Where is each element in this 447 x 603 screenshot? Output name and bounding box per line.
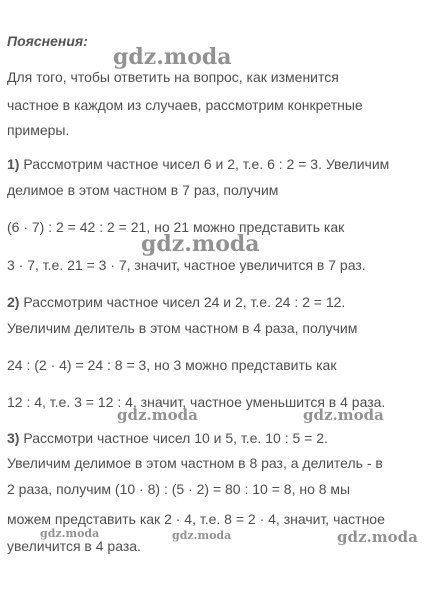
item-3-line-1 bbox=[7, 429, 328, 447]
watermark-small: gdz.moda bbox=[40, 527, 100, 540]
item-1-line-2: делимое в этом частном в 7 раз, получим bbox=[7, 182, 279, 198]
watermark-top: gdz.moda bbox=[113, 44, 232, 70]
intro-line-1: Для того, чтобы ответить на вопрос, как изменится bbox=[7, 69, 339, 85]
item-1-line-4: 3 · 7, т.е. 21 = 3 · 7, значит, частное увеличится в 7 раз. bbox=[7, 257, 366, 273]
watermark-left: gdz.moda bbox=[117, 406, 198, 424]
item-2-line-2: Увеличим делитель в этом частном в 4 раза, получим bbox=[7, 320, 358, 336]
watermark-right: gdz.moda bbox=[303, 406, 384, 424]
item-3-line-2: Увеличим делимое в этом частном в 8 раз, а делитель - в bbox=[7, 455, 383, 471]
watermark-middle: gdz.moda bbox=[141, 231, 260, 257]
item-3-line-4: можем представить как 2 · 4, т.е. 8 = 2 · 4, значит, частное bbox=[7, 511, 385, 527]
item-1-text-1: Рассмотрим частное чисел 6 и 2, т.е. 6 : 2 = 3. Увеличим bbox=[19, 156, 390, 172]
watermark-bottom-right: gdz.moda bbox=[337, 528, 418, 546]
item-2-line-4: 12 : 4, т.е. 3 = 12 : 4, значит, частное уменьшится в 4 раза. bbox=[7, 394, 386, 410]
item-1-line-1 bbox=[7, 155, 389, 173]
item-3-text-1: Рассмотри частное чисел 10 и 5, т.е. 10 : 5 = 2. bbox=[19, 430, 328, 446]
item-2-number: 2) bbox=[7, 294, 20, 310]
item-1-number: 1) bbox=[7, 156, 20, 172]
item-2-line-1 bbox=[7, 293, 345, 311]
explanation-heading: Пояснения: bbox=[7, 33, 88, 49]
item-3-line-3: 2 раза, получим (10 · 8) : (5 · 2) = 80 : 10 = 8, но 8 мы bbox=[7, 481, 351, 497]
item-1-line-3: (6 · 7) : 2 = 42 : 2 = 21, но 21 можно представить как bbox=[7, 219, 345, 235]
item-3-number: 3) bbox=[7, 430, 20, 446]
item-3-line-5: увеличится в 4 раза. bbox=[7, 538, 141, 554]
watermark-small-center: gdz.moda bbox=[172, 529, 232, 542]
item-2-text-1: Рассмотрим частное чисел 24 и 2, т.е. 24 : 2 = 12. bbox=[19, 294, 346, 310]
item-2-line-3: 24 : (2 · 4) = 24 : 8 = 3, но 3 можно представить как bbox=[7, 357, 337, 373]
intro-line-2: частное в каждом из случаев, рассмотрим конкретные bbox=[7, 97, 363, 113]
intro-line-3: примеры. bbox=[7, 122, 70, 138]
